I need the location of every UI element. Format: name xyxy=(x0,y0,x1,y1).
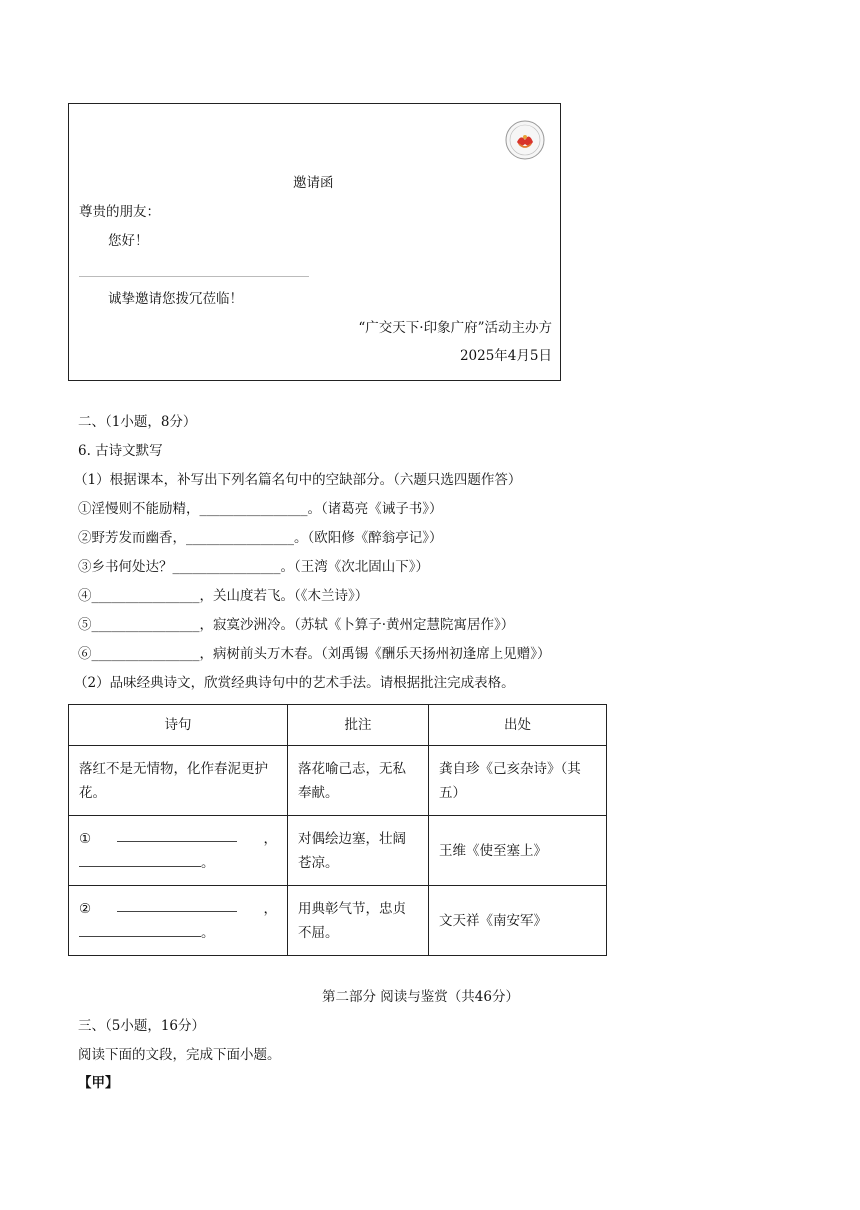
invitation-greeting: 尊贵的朋友： xyxy=(79,204,160,220)
table-cell-source: 文天祥《南安军》 xyxy=(429,886,607,956)
section2-header: 二、（1小题，8分） xyxy=(78,414,197,430)
invitation-signature: “广交天下·印象广府”活动主办方 xyxy=(358,320,552,336)
table-cell-verse: 落红不是无情物，化作春泥更护花。 xyxy=(69,746,288,816)
blank-marker: ① xyxy=(79,830,92,847)
table-header-row xyxy=(69,705,607,746)
part2-instruction: （2）品味经典诗文，欣赏经典诗句中的艺术手法。请根据批注完成表格。 xyxy=(74,675,515,691)
invitation-blank-line xyxy=(79,276,309,277)
blank-period: 。 xyxy=(201,924,215,941)
section3-header: 三、（5小题，16分） xyxy=(78,1018,206,1034)
blank-period: 。 xyxy=(201,854,215,871)
table-row xyxy=(69,816,607,886)
table-cell-note: 对偶绘边塞，壮阔苍凉。 xyxy=(288,816,429,886)
table-cell-verse-blank xyxy=(69,816,288,886)
answer-blank[interactable] xyxy=(79,922,201,937)
table-cell-verse-blank xyxy=(69,886,288,956)
fill-item-1: ①淫慢则不能励精，________________。（诸葛亮《诫子书》） xyxy=(78,501,443,517)
fill-item-6: ⑥________________，病树前头万木春。（刘禹锡《酬乐天扬州初逢席上见赠》） xyxy=(78,646,551,662)
blank-comma: ， xyxy=(263,900,277,917)
table-header-source: 出处 xyxy=(429,705,607,746)
table-cell-source: 王维《使至塞上》 xyxy=(429,816,607,886)
table-cell-note: 用典彰气节，忠贞不屈。 xyxy=(288,886,429,956)
blank-comma: ， xyxy=(263,830,277,847)
fill-item-3: ③乡书何处达？________________。（王湾《次北固山下》） xyxy=(78,559,429,575)
fill-item-5: ⑤________________，寂寞沙洲冷。（苏轼《卜算子·黄州定慧院寓居作》） xyxy=(78,617,515,633)
invitation-closing: 诚挚邀请您拨冗莅临！ xyxy=(108,291,243,307)
table-cell-source: 龚自珍《己亥杂诗》（其五） xyxy=(429,746,607,816)
question6-title: 6. 古诗文默写 xyxy=(78,443,163,459)
answer-blank[interactable] xyxy=(117,897,237,912)
fill-item-4: ④________________，关山度若飞。（《木兰诗》） xyxy=(78,588,369,604)
table-row xyxy=(69,886,607,956)
section3-instruction: 阅读下面的文段，完成下面小题。 xyxy=(78,1047,281,1063)
poem-annotation-table xyxy=(68,704,607,956)
fill-item-2: ②野芳发而幽香，________________。（欧阳修《醉翁亭记》） xyxy=(78,530,443,546)
invitation-card xyxy=(68,103,561,381)
table-cell-note: 落花喻己志，无私奉献。 xyxy=(288,746,429,816)
answer-blank[interactable] xyxy=(117,827,237,842)
passage-label-jia: 【甲】 xyxy=(78,1075,119,1091)
invitation-hello: 您好！ xyxy=(108,233,149,249)
table-header-verse: 诗句 xyxy=(69,705,288,746)
invitation-date: 2025年4月5日 xyxy=(459,348,552,364)
blank-marker: ② xyxy=(79,900,92,917)
event-seal-logo xyxy=(505,120,545,160)
part1-instruction: （1）根据课本，补写出下列名篇名句中的空缺部分。（六题只选四题作答） xyxy=(74,472,522,488)
invitation-title: 邀请函 xyxy=(293,175,334,191)
part-two-title: 第二部分 阅读与鉴赏（共46分） xyxy=(322,989,519,1005)
answer-blank[interactable] xyxy=(79,852,201,867)
table-row xyxy=(69,746,607,816)
table-header-note: 批注 xyxy=(288,705,429,746)
